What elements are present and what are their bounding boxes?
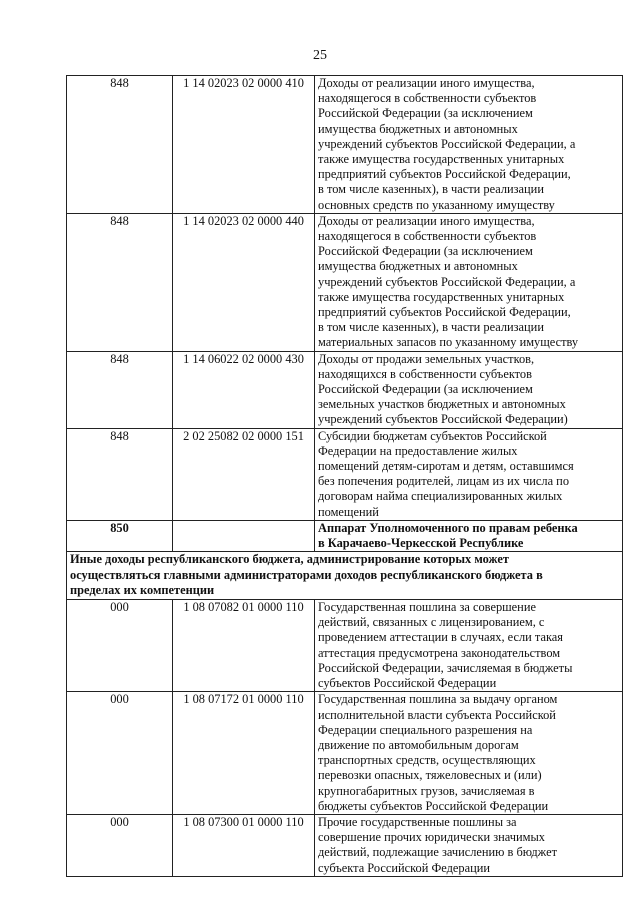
budget-classification-code: [173, 520, 315, 551]
admin-code: 000: [67, 692, 173, 815]
admin-code: 848: [67, 76, 173, 214]
revenue-description: Доходы от реализации иного имущества, находящегося в собственности субъектов Российской Федерации (за исключением имущества бюджетных и автономных учреждений субъектов Российской Федерации, а также имущества государственных унитарных предприятий субъектов Российской Федерации, в том числе казенных), в части реализации основных средств по указанному имуществу: [315, 76, 623, 214]
revenue-description: Государственная пошлина за выдачу органом исполнительной власти субъекта Российской Федерации специального разрешения на движение по автомобильным дорогам транспортных средств, осуществляющих перевозки опасных, тяжеловесных и (или) крупногабаритных грузов, зачисляемая в бюджеты субъектов Российской Федерации: [315, 692, 623, 815]
admin-code: 848: [67, 213, 173, 351]
budget-classification-code: 1 14 02023 02 0000 410: [173, 76, 315, 214]
admin-code: 848: [67, 428, 173, 520]
table-row: [67, 600, 623, 692]
admin-code: 000: [67, 814, 173, 876]
revenue-description: Доходы от реализации иного имущества, находящегося в собственности субъектов Российской Федерации (за исключением имущества бюджетных и автономных учреждений субъектов Российской Федерации, а также имущества государственных унитарных предприятий субъектов Российской Федерации, в том числе казенных), в части реализации материальных запасов по указанному имуществу: [315, 213, 623, 351]
admin-code: 848: [67, 351, 173, 428]
budget-classification-code: 1 08 07082 01 0000 110: [173, 600, 315, 692]
page-number: 25: [313, 48, 327, 63]
table-row: [67, 428, 623, 520]
budget-classification-code: 2 02 25082 02 0000 151: [173, 428, 315, 520]
budget-classification-code: 1 08 07300 01 0000 110: [173, 814, 315, 876]
revenue-description: Государственная пошлина за совершение действий, связанных с лицензированием, с проведением аттестации в случаях, если такая аттестация предусмотрена законодательством Российской Федерации, зачисляемая в бюджеты субъектов Российской Федерации: [315, 600, 623, 692]
budget-classification-code: 1 14 02023 02 0000 440: [173, 213, 315, 351]
budget-classification-code: 1 14 06022 02 0000 430: [173, 351, 315, 428]
section-heading: Иные доходы республиканского бюджета, администрирование которых может осуществляться главными администраторами доходов республиканского бюджета в пределах их компетенции: [67, 552, 623, 600]
admin-code: 850: [67, 520, 173, 551]
revenue-codes-table: [66, 75, 623, 877]
revenue-description: Доходы от продажи земельных участков, находящихся в собственности субъектов Российской Федерации (за исключением земельных участков бюджетных и автономных учреждений субъектов Российской Федерации): [315, 351, 623, 428]
budget-classification-code: 1 08 07172 01 0000 110: [173, 692, 315, 815]
table-row: [67, 351, 623, 428]
revenue-description: Субсидии бюджетам субъектов Российской Федерации на предоставление жилых помещений детям-сиротам и детям, оставшимся без попечения родителей, лицам из их числа по договорам найма специализированных жилых помещений: [315, 428, 623, 520]
table-row: [67, 76, 623, 214]
revenue-description: Прочие государственные пошлины за совершение прочих юридически значимых действий, подлежащие зачислению в бюджет субъекта Российской Федерации: [315, 814, 623, 876]
administrator-header-row: [67, 520, 623, 551]
table-row: [67, 692, 623, 815]
administrator-name: Аппарат Уполномоченного по правам ребенка в Карачаево-Черкесской Республике: [315, 520, 623, 551]
table-row: [67, 213, 623, 351]
table-row: [67, 814, 623, 876]
section-heading-row: [67, 552, 623, 600]
admin-code: 000: [67, 600, 173, 692]
